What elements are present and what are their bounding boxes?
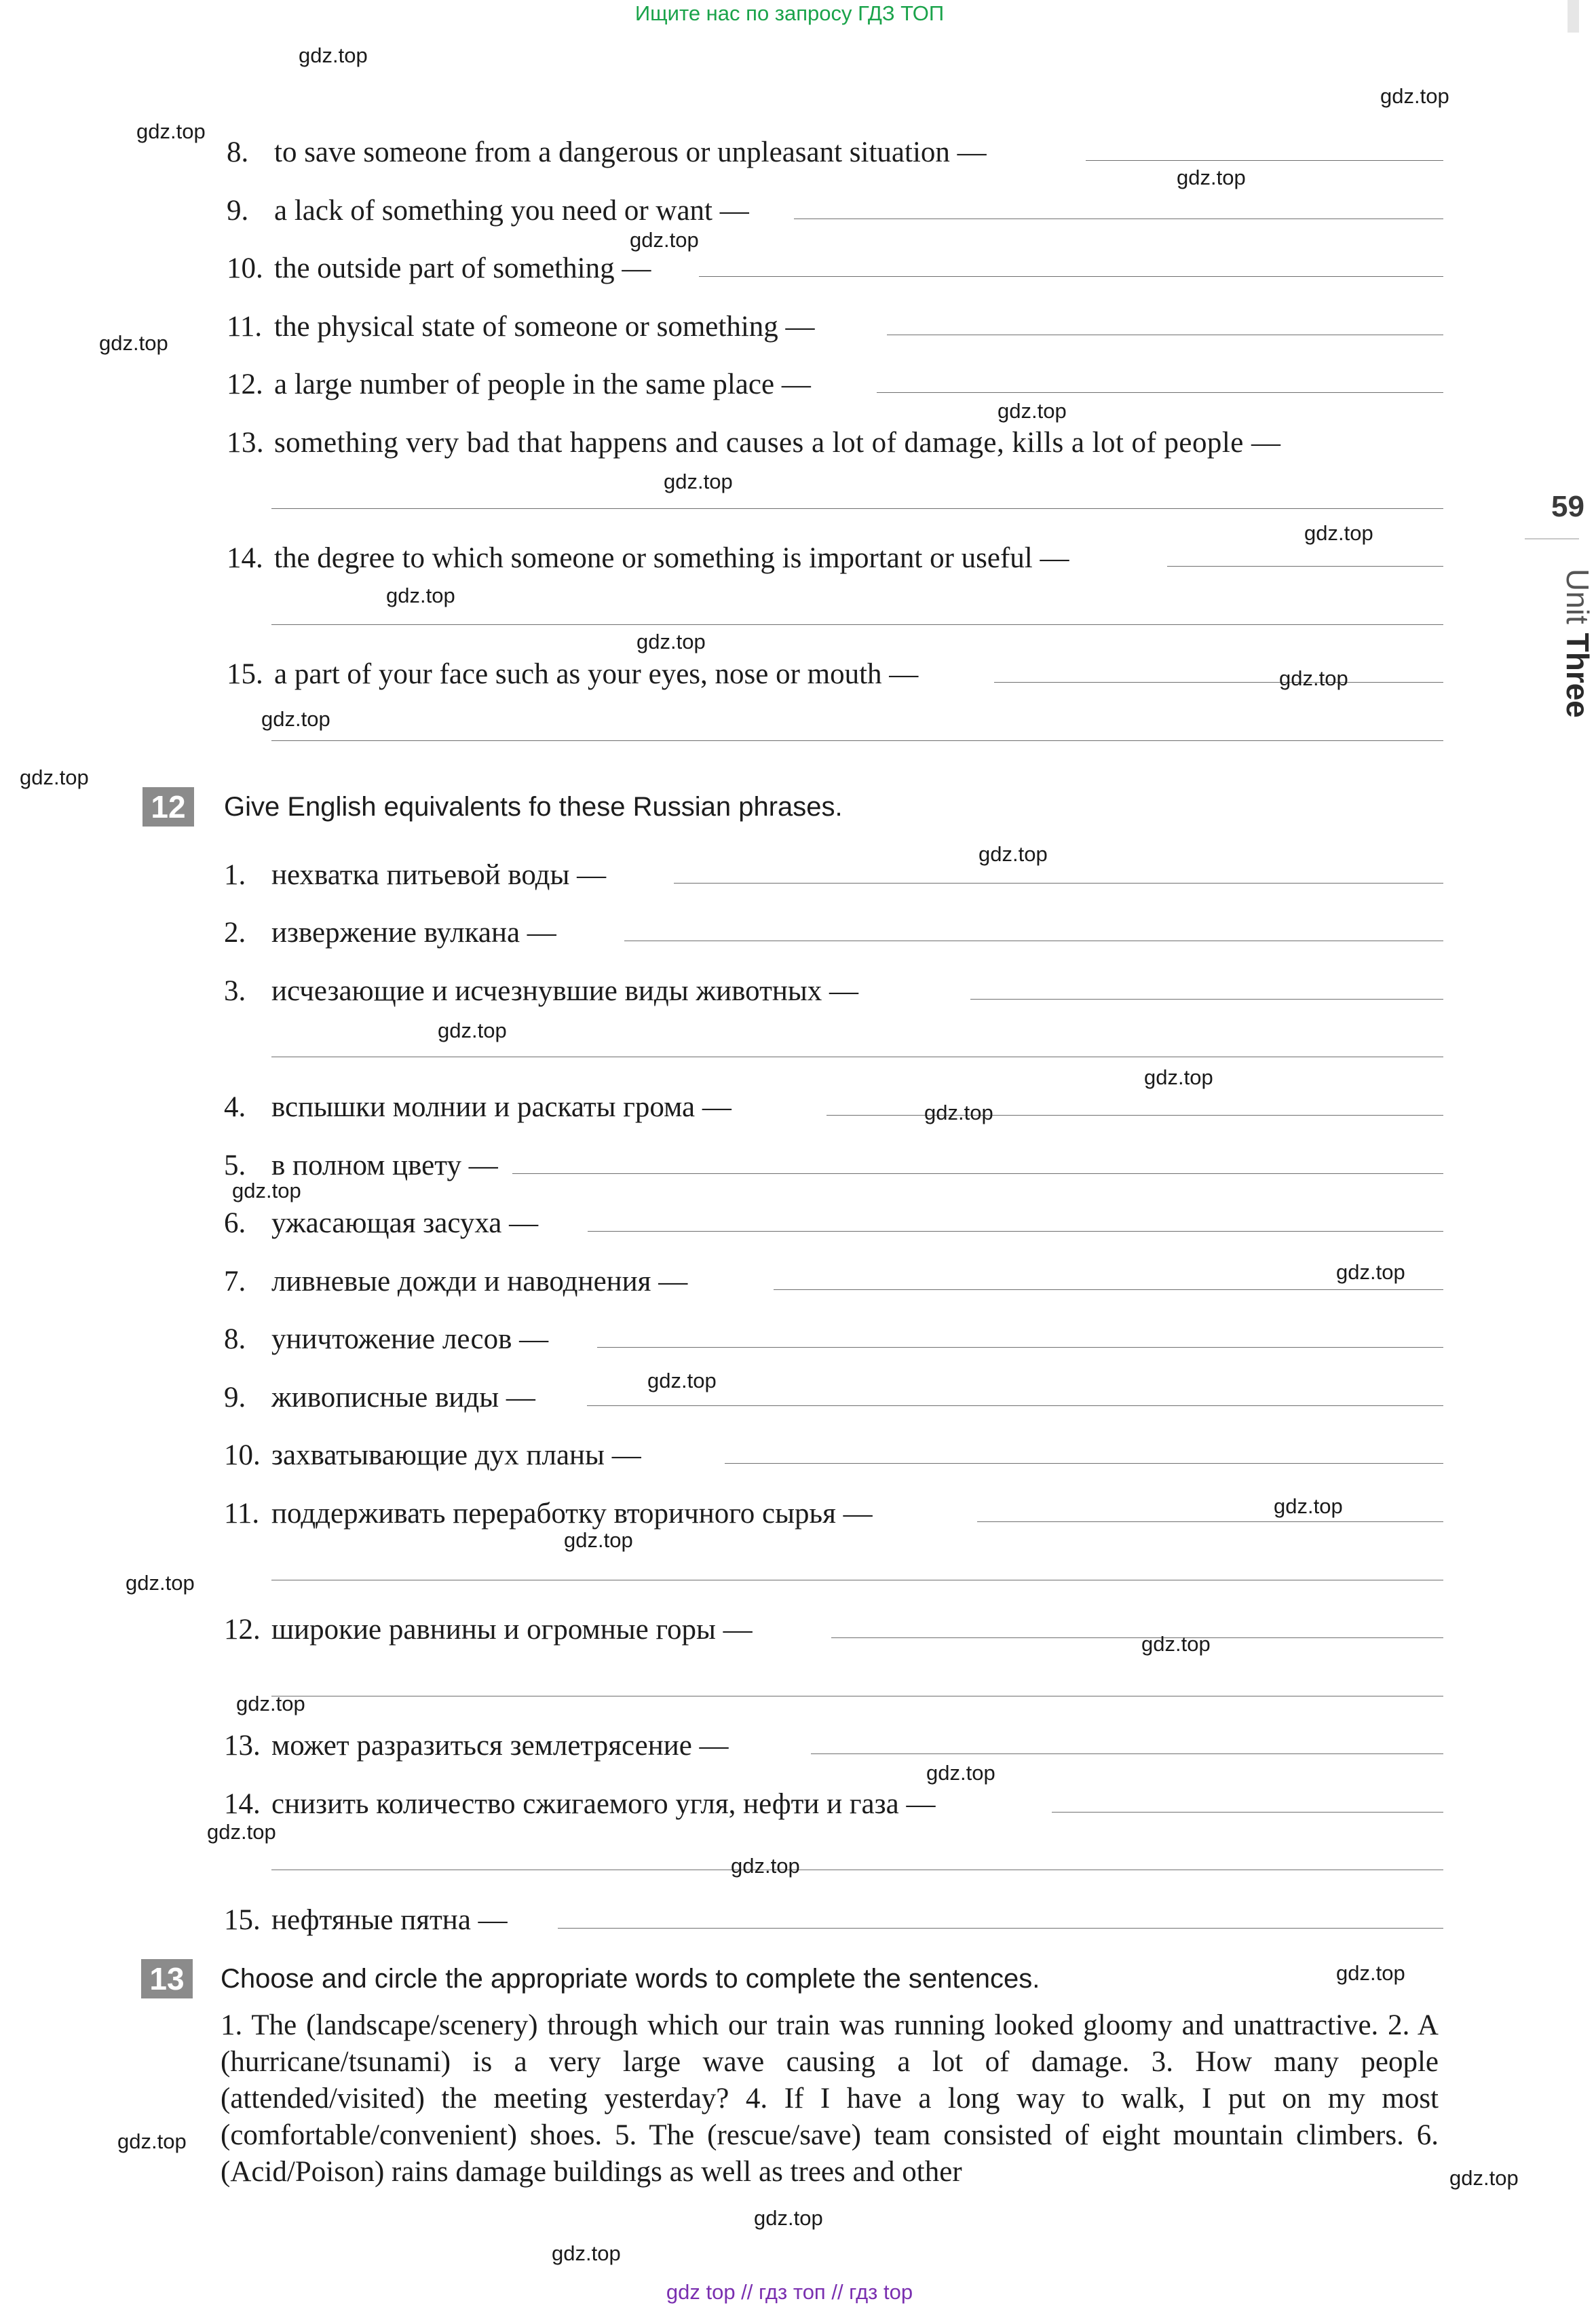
ex11-item-15	[227, 656, 918, 694]
item-text: исчезающие и исчезнувшие виды животных —	[271, 975, 859, 1007]
watermark: gdz.top	[1304, 521, 1373, 545]
item-text: the outside part of something —	[274, 252, 651, 284]
watermark: gdz.top	[232, 1179, 301, 1202]
ex11-item-9	[227, 192, 749, 230]
watermark: gdz.top	[926, 1761, 995, 1785]
watermark: gdz.top	[1177, 166, 1246, 189]
item-text: извержение вулкана —	[271, 917, 556, 949]
item-number: 4.	[224, 1091, 246, 1123]
watermark: gdz.top	[261, 707, 330, 731]
ex12-item-1	[224, 856, 606, 894]
watermark: gdz.top	[1336, 1260, 1405, 1284]
answer-line[interactable]	[994, 682, 1443, 683]
item-text: живописные виды —	[271, 1382, 535, 1414]
item-text: a large number of people in the same place —	[274, 368, 811, 400]
item-text: the physical state of someone or something —	[274, 311, 815, 343]
ex12-item-14	[224, 1785, 935, 1823]
item-number: 11.	[227, 311, 263, 343]
watermark: gdz.top	[552, 2241, 621, 2265]
answer-line[interactable]	[1052, 1812, 1443, 1813]
watermark: gdz.top	[998, 399, 1067, 423]
item-text: a lack of something you need or want —	[274, 195, 749, 227]
item-text: the degree to which someone or something is important or useful —	[274, 542, 1069, 574]
ex11-item-14	[227, 539, 1069, 577]
watermark: gdz.top	[664, 470, 733, 493]
item-number: 11.	[224, 1498, 260, 1530]
answer-line[interactable]	[588, 1231, 1443, 1232]
answer-line[interactable]	[1167, 566, 1443, 567]
watermark: gdz.top	[1336, 1961, 1405, 1985]
item-text: ужасающая засуха —	[271, 1207, 539, 1239]
exercise-13-badge: 13	[141, 1959, 193, 1998]
ex12-item-7	[224, 1263, 687, 1301]
item-text: a part of your face such as your eyes, nose or mouth —	[274, 658, 919, 690]
item-text: снизить количество сжигаемого угля, нефти и газа —	[271, 1788, 936, 1820]
item-number: 14.	[224, 1788, 261, 1820]
watermark: gdz.top	[1449, 2166, 1519, 2190]
unit-label-text: Unit	[1560, 569, 1595, 633]
answer-line[interactable]	[725, 1463, 1443, 1464]
ex12-item-12	[224, 1611, 753, 1649]
ex12-item-10	[224, 1437, 641, 1475]
unit-label	[1535, 569, 1596, 793]
item-text: может разразиться землетрясение —	[271, 1730, 729, 1762]
ex12-item-9	[224, 1379, 535, 1417]
item-number: 3.	[224, 975, 246, 1007]
item-number: 2.	[224, 917, 246, 949]
ex12-item-3	[224, 972, 858, 1010]
answer-line[interactable]	[558, 1928, 1443, 1929]
watermark: gdz.top	[754, 2206, 823, 2230]
ex12-item-4	[224, 1088, 732, 1126]
item-number: 9.	[224, 1382, 246, 1414]
watermark: gdz.top	[386, 584, 455, 607]
item-number: 9.	[227, 195, 249, 227]
watermark: gdz.top	[1279, 666, 1348, 690]
item-text: to save someone from a dangerous or unpleasant situation —	[274, 136, 987, 168]
answer-line[interactable]	[977, 1521, 1443, 1522]
item-number: 6.	[224, 1207, 246, 1239]
answer-line[interactable]	[699, 276, 1443, 277]
watermark: gdz.top	[636, 630, 706, 653]
watermark: gdz.top	[126, 1571, 195, 1595]
unit-label-bold: Three	[1560, 632, 1595, 718]
watermark: gdz.top	[1141, 1632, 1211, 1656]
item-text: поддерживать переработку вторичного сырья —	[271, 1498, 873, 1530]
item-number: 10.	[227, 252, 263, 284]
answer-line[interactable]	[970, 999, 1443, 1000]
item-number: 13.	[227, 427, 265, 459]
answer-line[interactable]	[811, 1753, 1443, 1754]
exercise-12-instruction: Give English equivalents fo these Russian phrases.	[224, 792, 843, 822]
watermark: gdz.top	[117, 2129, 187, 2153]
item-number: 10.	[224, 1439, 261, 1471]
answer-line[interactable]	[587, 1405, 1443, 1406]
watermark: gdz.top	[630, 228, 699, 252]
item-text: широкие равнины и огромные горы —	[271, 1614, 753, 1646]
item-text: нефтяные пятна —	[271, 1904, 508, 1936]
item-text: в полном цвету —	[271, 1150, 498, 1181]
ex11-item-11	[227, 308, 815, 346]
answer-line[interactable]	[271, 624, 1443, 625]
watermark: gdz.top	[20, 765, 89, 789]
ex12-item-15	[224, 1901, 508, 1939]
answer-line[interactable]	[831, 1637, 1443, 1638]
watermark: gdz.top	[438, 1019, 507, 1042]
ex11-item-13	[227, 424, 1280, 462]
item-text: нехватка питьевой воды —	[271, 859, 607, 891]
watermark: gdz.top	[1144, 1065, 1213, 1089]
answer-line[interactable]	[826, 1115, 1443, 1116]
answer-line[interactable]	[271, 508, 1443, 509]
exercise-13-text: 1. The (landscape/scenery) through which our train was running looked gloomy and unattractive. 2. A (hurricane/tsunami) is a very large wave causing a lot of damage. 3. How many people (attended/visited) the meeting yesterday? 4. If I have a long way to walk, I put on my most (comfortable/convenient) shoes. 5. The (rescue/save) team consisted of eight mountain climbers. 6. (Acid/Poison) rains damage buildings as well as trees and other	[221, 2009, 1439, 2188]
page-number: 59	[1551, 490, 1584, 523]
watermark: gdz.top	[1274, 1494, 1343, 1518]
item-number: 8.	[224, 1323, 246, 1355]
item-number: 14.	[227, 542, 263, 574]
watermark: gdz.top	[136, 119, 206, 143]
item-text: вспышки молнии и раскаты грома —	[271, 1091, 732, 1123]
answer-line[interactable]	[1086, 160, 1443, 161]
item-number: 12.	[227, 368, 263, 400]
ex12-item-13	[224, 1727, 729, 1765]
watermark: gdz.top	[731, 1854, 800, 1878]
answer-line[interactable]	[597, 1347, 1443, 1348]
exercise-12-badge: 12	[142, 787, 194, 827]
answer-line[interactable]	[674, 883, 1443, 884]
page-corner	[1568, 0, 1579, 33]
watermark: gdz.top	[207, 1820, 276, 1844]
answer-line[interactable]	[271, 740, 1443, 741]
ex12-item-6	[224, 1205, 538, 1243]
answer-line[interactable]	[512, 1173, 1443, 1174]
ex12-item-8	[224, 1321, 548, 1359]
footer-links[interactable]: gdz top // гдз топ // гдз top	[666, 2280, 913, 2304]
side-divider	[1525, 538, 1579, 539]
item-number: 13.	[224, 1730, 261, 1762]
watermark: gdz.top	[978, 842, 1048, 866]
watermark: gdz.top	[647, 1369, 717, 1392]
answer-line[interactable]	[877, 392, 1443, 393]
watermark: gdz.top	[236, 1692, 305, 1715]
item-text: захватывающие дух планы —	[271, 1439, 641, 1471]
item-text: something very bad that happens and causes a lot of damage, kills a lot of people —	[274, 427, 1281, 459]
watermark: gdz.top	[564, 1528, 633, 1552]
ex11-item-8	[227, 134, 987, 172]
ex12-item-11	[224, 1495, 873, 1533]
search-banner[interactable]: Ищите нас по запросу ГДЗ ТОП	[634, 1, 945, 25]
item-number: 5.	[224, 1150, 246, 1181]
watermark: gdz.top	[99, 331, 168, 355]
item-text: уничтожение лесов —	[271, 1323, 549, 1355]
watermark: gdz.top	[299, 43, 368, 67]
ex12-item-2	[224, 914, 556, 952]
ex11-item-10	[227, 250, 651, 288]
item-number: 15.	[224, 1904, 261, 1936]
item-number: 1.	[224, 859, 246, 891]
item-number: 7.	[224, 1266, 246, 1297]
item-text: ливневые дожди и наводнения —	[271, 1266, 688, 1297]
item-number: 8.	[227, 136, 249, 168]
watermark: gdz.top	[1380, 84, 1449, 108]
answer-line[interactable]	[774, 1289, 1443, 1290]
exercise-13-instruction: Choose and circle the appropriate words to complete the sentences.	[221, 1964, 1040, 1994]
ex11-item-12	[227, 366, 811, 404]
watermark: gdz.top	[924, 1101, 993, 1124]
item-number: 15.	[227, 658, 263, 690]
item-number: 12.	[224, 1614, 261, 1646]
